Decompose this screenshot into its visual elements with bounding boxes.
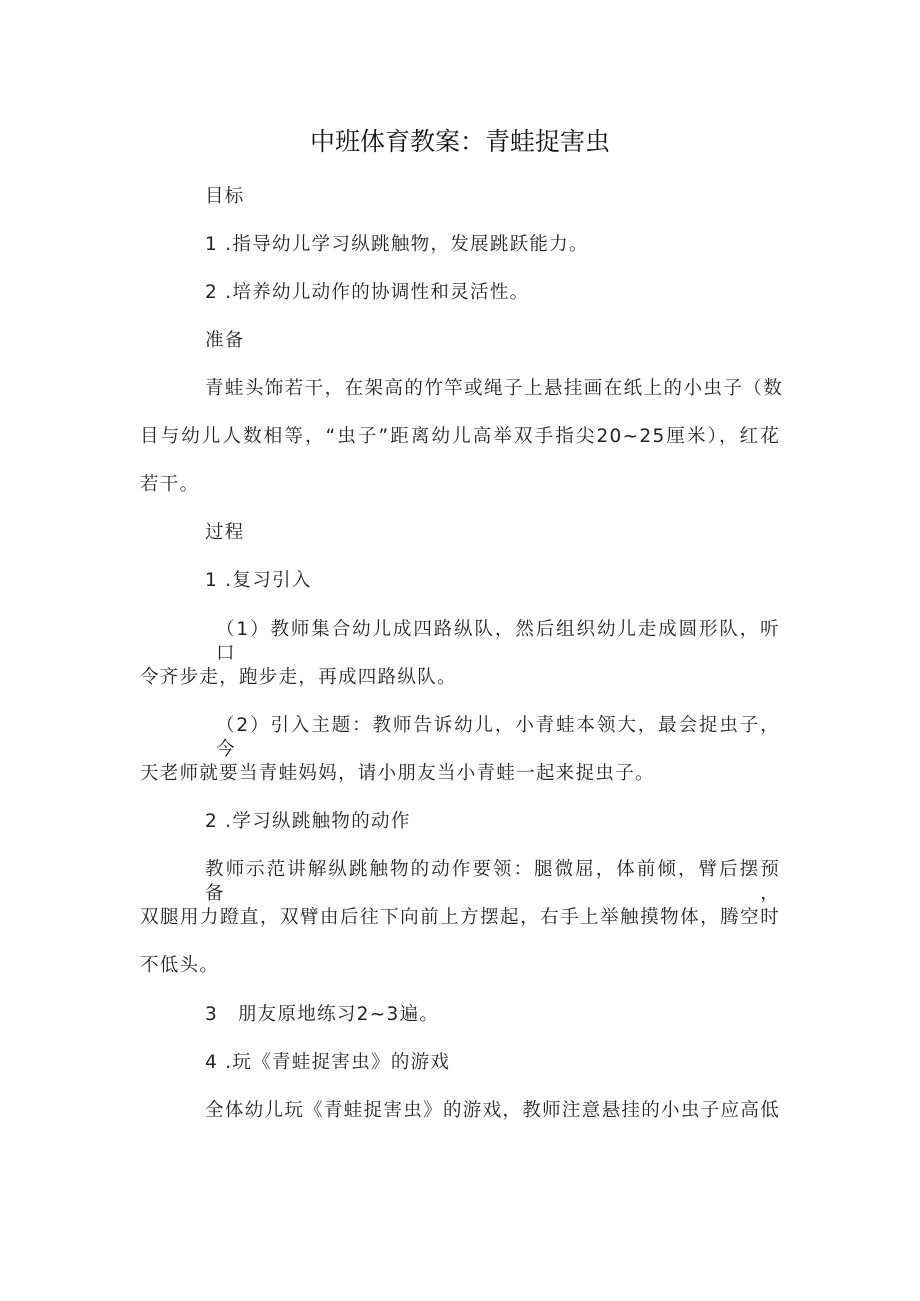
- goal-item-2: 2 .培养幼儿动作的协调性和灵活性。: [205, 282, 530, 303]
- heading-preparation: 准备: [205, 330, 245, 351]
- heading-goals: 目标: [205, 186, 245, 207]
- paragraph-line: 天老师就要当青蛙妈妈，请小朋友当小青蛙一起来捉虫子。: [140, 763, 655, 784]
- paragraph-line: 令齐步走，跑步走，再成四路纵队。: [140, 667, 457, 688]
- step-heading-1: 1 .复习引入: [205, 570, 312, 591]
- paragraph-line: 不低头。: [140, 955, 220, 976]
- heading-process: 过程: [205, 522, 245, 543]
- paragraph-line: （2）引入主题：教师告诉幼儿，小青蛙本领大，最会捉虫子，今: [216, 715, 780, 760]
- paragraph-line: 教师示范讲解纵跳触物的动作要领：腿微屈，体前倾，臂后摆预备，: [205, 859, 780, 904]
- paragraph-line: （1）教师集合幼儿成四路纵队，然后组织幼儿走成圆形队，听口: [216, 619, 780, 664]
- paragraph-line: 双腿用力蹬直，双臂由后往下向前上方摆起，右手上举触摸物体，腾空时: [140, 907, 780, 928]
- paragraph-line: 若干。: [140, 474, 200, 495]
- step-heading-4: 4 .玩《青蛙捉害虫》的游戏: [205, 1052, 451, 1073]
- document-title: 中班体育教案：青蛙捉害虫: [309, 127, 610, 156]
- paragraph-line: 目与幼儿人数相等，“虫子”距离幼儿高举双手指尖20~25厘米），红花: [140, 426, 780, 447]
- paragraph-line: 全体幼儿玩《青蛙捉害虫》的游戏，教师注意悬挂的小虫子应高低: [205, 1100, 780, 1121]
- goal-item-1: 1 .指导幼儿学习纵跳触物，发展跳跃能力。: [205, 234, 589, 255]
- step-heading-3: 3 朋友原地练习2~3遍。: [205, 1004, 440, 1025]
- step-heading-2: 2 .学习纵跳触物的动作: [205, 811, 411, 832]
- paragraph-line: 青蛙头饰若干，在架高的竹竿或绳子上悬挂画在纸上的小虫子（数: [205, 378, 783, 399]
